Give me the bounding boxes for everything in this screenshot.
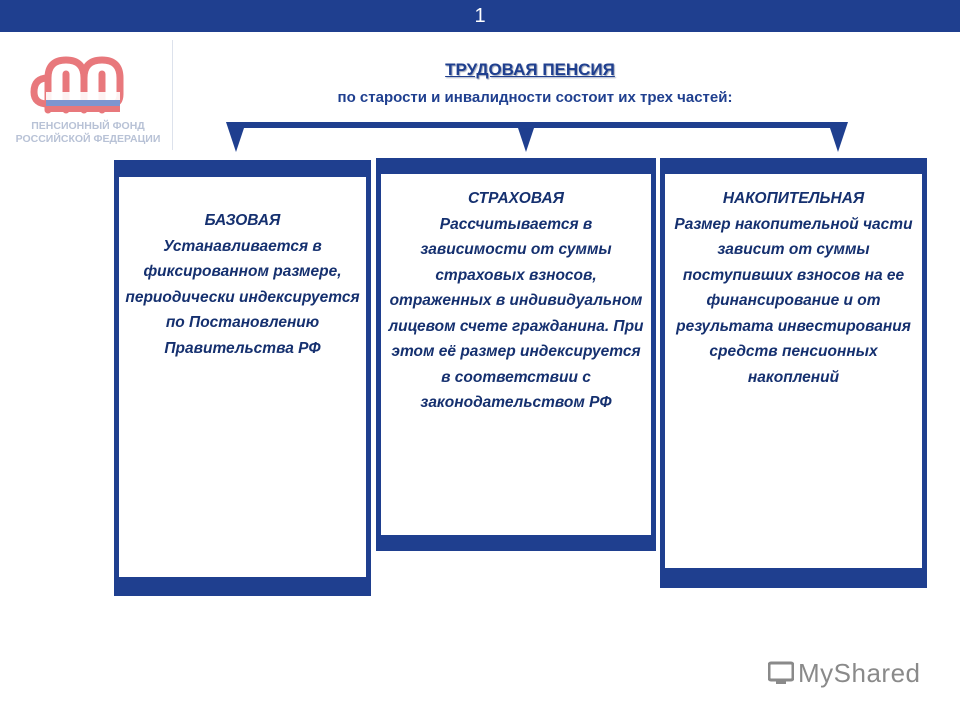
box-basic-text: Устанавливается в фиксированном размере, периодически индексируется по Постановлению Правительства РФ xyxy=(125,237,360,357)
box-funded-heading: НАКОПИТЕЛЬНАЯ xyxy=(722,190,865,207)
logo-caption xyxy=(8,120,168,146)
arrow-down-icon xyxy=(226,122,246,152)
page-title: ТРУДОВАЯ ПЕНСИЯ xyxy=(445,60,615,79)
slide-number-bar xyxy=(0,0,960,32)
slide-number: 1 xyxy=(474,5,486,27)
logo-caption-line2: РОССИЙСКОЙ ФЕДЕРАЦИИ xyxy=(15,133,161,145)
box-funded-text: Размер накопительной части зависит от суммы поступивших взносов на ее финансирование и от результата инвестирования средств пенсионных накоплений xyxy=(674,215,913,386)
presentation-icon xyxy=(768,660,794,686)
box-insurance-heading: СТРАХОВАЯ xyxy=(468,190,564,207)
box-insurance-text: Рассчитывается в зависимости от суммы страховых взносов, отраженных в индивидуальном лицевом счете гражданина. При этом её размер индексируется в соответствии с законодательством РФ xyxy=(388,215,644,411)
box-basic-content xyxy=(119,177,366,577)
watermark xyxy=(768,656,921,690)
box-basic xyxy=(114,160,371,596)
pension-fund-emblem-icon xyxy=(8,44,168,119)
arrow-down-icon xyxy=(516,122,536,152)
page-subtitle: по старости и инвалидности состоит их трех частей: xyxy=(337,89,733,106)
box-basic-heading: БАЗОВАЯ xyxy=(204,212,281,229)
box-insurance-content xyxy=(381,174,651,535)
watermark-text: MyShared xyxy=(798,657,921,688)
box-funded-content xyxy=(665,174,922,568)
box-insurance xyxy=(376,158,656,551)
arrow-down-icon xyxy=(828,122,848,152)
bracket-connector xyxy=(220,118,860,154)
box-funded xyxy=(660,158,927,588)
logo-caption-line1: ПЕНСИОННЫЙ ФОНД xyxy=(31,120,145,132)
